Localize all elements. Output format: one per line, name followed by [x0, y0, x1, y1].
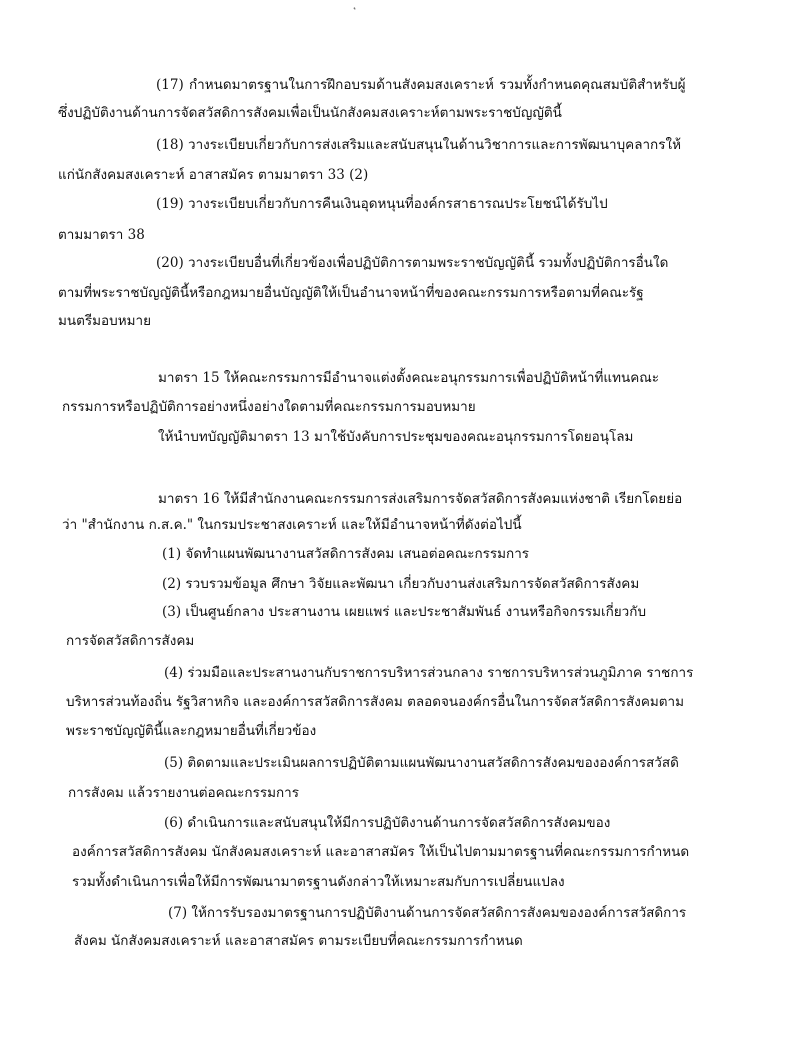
section-15-line-1: มาตรา 15 ให้คณะกรรมการมีอำนาจแต่งตั้งคณะอนุกรรมการเพื่อปฏิบัติหน้าที่แทนคณะ: [158, 370, 659, 386]
section-16-item-7-line-2: สังคม นักสังคมสงเคราะห์ และอาสาสมัคร ตามระเบียบที่คณะกรรมการกำหนด: [74, 933, 523, 949]
item-20-line-3: มนตรีมอบหมาย: [58, 313, 152, 329]
item-18-line-1: (18) วางระเบียบเกี่ยวกับการส่งเสริมและสนับสนุนในด้านวิชาการและการพัฒนาบุคลากรให้: [156, 137, 681, 153]
item-20-line-2: ตามที่พระราชบัญญัตินี้หรือกฎหมายอื่นบัญญัติให้เป็นอำนาจหน้าที่ของคณะกรรมการหรือตามที่คณะรัฐ: [58, 285, 644, 301]
item-17-line-1: (17) กำหนดมาตรฐานในการฝึกอบรมด้านสังคมสงเคราะห์ รวมทั้งกำหนดคุณสมบัติสำหรับผู้: [156, 77, 686, 93]
section-15-line-3: ให้นำบทบัญญัติมาตรา 13 มาใช้บังคับการประชุมของคณะอนุกรรมการโดยอนุโลม: [158, 429, 634, 445]
section-16-item-1: (1) จัดทำแผนพัฒนางานสวัสดิการสังคม เสนอต่อคณะกรรมการ: [162, 546, 530, 562]
section-16-item-6-line-1: (6) ดำเนินการและสนับสนุนให้มีการปฏิบัติงานด้านการจัดสวัสดิการสังคมของ: [164, 815, 611, 831]
section-16-item-3-line-2: การจัดสวัสดิการสังคม: [66, 633, 195, 649]
item-20-line-1: (20) วางระเบียบอื่นที่เกี่ยวข้องเพื่อปฏิบัติการตามพระราชบัญญัตินี้ รวมทั้งปฏิบัติการอื่นใด: [156, 255, 669, 271]
section-16-item-6-line-3: รวมทั้งดำเนินการเพื่อให้มีการพัฒนามาตรฐานดังกล่าวให้เหมาะสมกับการเปลี่ยนแปลง: [72, 874, 565, 890]
section-16-line-2: ว่า "สำนักงาน ก.ส.ค." ในกรมประชาสงเคราะห์ และให้มีอำนาจหน้าที่ดังต่อไปนี้: [62, 517, 522, 533]
section-16-item-4-line-1: (4) ร่วมมือและประสานงานกับราชการบริหารส่วนกลาง ราชการบริหารส่วนภูมิภาค ราชการ: [164, 665, 694, 681]
section-16-item-5-line-1: (5) ติดตามและประเมินผลการปฏิบัติตามแผนพัฒนางานสวัสดิการสังคมขององค์การสวัสดิ: [164, 755, 679, 771]
section-16-item-4-line-3: พระราชบัญญัตินี้และกฎหมายอื่นที่เกี่ยวข้อง: [66, 723, 317, 739]
item-19-line-2: ตามมาตรา 38: [58, 227, 145, 243]
section-16-item-5-line-2: การสังคม แล้วรายงานต่อคณะกรรมการ: [68, 785, 300, 801]
section-16-item-6-line-2: องค์การสวัสดิการสังคม นักสังคมสงเคราะห์ และอาสาสมัคร ให้เป็นไปตามมาตรฐานที่คณะกรรมการกำหนด: [72, 844, 690, 860]
item-19-line-1: (19) วางระเบียบเกี่ยวกับการคืนเงินอุดหนุนที่องค์กรสาธารณประโยชน์ได้รับไป: [156, 196, 608, 212]
section-16-item-4-line-2: บริหารส่วนท้องถิ่น รัฐวิสาหกิจ และองค์การสวัสดิการสังคม ตลอดจนองค์กรอื่นในการจัดสวัสดิการสังคมตาม: [66, 694, 685, 710]
section-16-line-1: มาตรา 16 ให้มีสำนักงานคณะกรรมการส่งเสริมการจัดสวัสดิการสังคมแห่งชาติ เรียกโดยย่อ: [158, 491, 683, 507]
item-17-line-2: ซึ่งปฏิบัติงานด้านการจัดสวัสดิการสังคมเพื่อเป็นนักสังคมสงเคราะห์ตามพระราชบัญญัตินี้: [58, 105, 562, 121]
section-15-line-2: กรรมการหรือปฏิบัติการอย่างหนึ่งอย่างใดตามที่คณะกรรมการมอบหมาย: [62, 399, 476, 415]
section-16-item-3-line-1: (3) เป็นศูนย์กลาง ประสานงาน เผยแพร่ และประชาสัมพันธ์ งานหรือกิจกรรมเกี่ยวกับ: [162, 604, 647, 620]
item-18-line-2: แก่นักสังคมสงเคราะห์ อาสาสมัคร ตามมาตรา 33 (2): [58, 167, 369, 183]
section-16-item-2: (2) รวบรวมข้อมูล ศึกษา วิจัยและพัฒนา เกี่ยวกับงานส่งเสริมการจัดสวัสดิการสังคม: [162, 576, 640, 592]
section-16-item-7-line-1: (7) ให้การรับรองมาตรฐานการปฏิบัติงานด้านการจัดสวัสดิการสังคมขององค์การสวัสดิการ: [168, 905, 687, 921]
